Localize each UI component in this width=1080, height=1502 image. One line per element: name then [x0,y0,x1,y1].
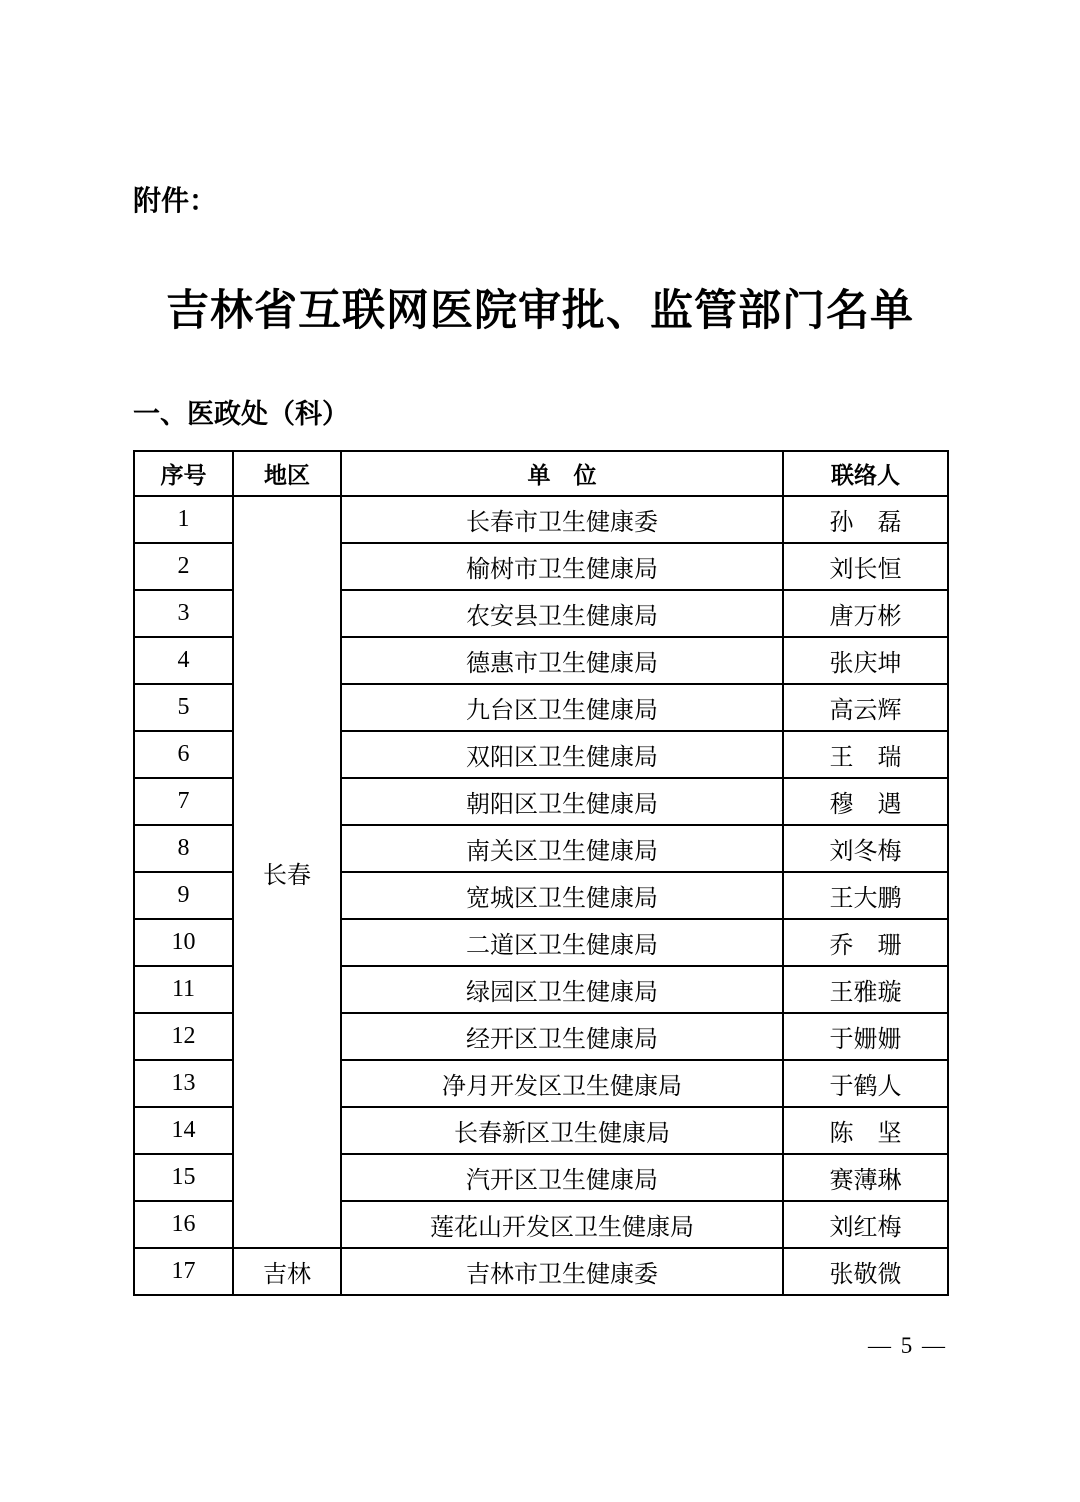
cell-contact: 穆 遇 [783,778,948,825]
cell-no: 2 [134,543,233,590]
cell-contact: 刘冬梅 [783,825,948,872]
departments-table [133,450,949,1296]
cell-no: 10 [134,919,233,966]
cell-no: 8 [134,825,233,872]
cell-no: 4 [134,637,233,684]
table-header-row [134,451,948,496]
cell-unit: 长春新区卫生健康局 [341,1107,783,1154]
cell-unit: 朝阳区卫生健康局 [341,778,783,825]
table-row [134,1248,948,1295]
cell-no: 1 [134,496,233,543]
section-heading: 一、医政处（科） [133,399,349,429]
cell-contact: 刘红梅 [783,1201,948,1248]
cell-contact: 于鹤人 [783,1060,948,1107]
page-number: — 5 — [868,1333,947,1358]
cell-region: 长春 [233,496,341,1248]
attachment-label: 附件： [133,185,218,216]
cell-unit: 二道区卫生健康局 [341,919,783,966]
cell-unit: 吉林市卫生健康委 [341,1248,783,1295]
header-contact: 联络人 [783,451,948,496]
cell-no: 14 [134,1107,233,1154]
cell-no: 16 [134,1201,233,1248]
cell-no: 17 [134,1248,233,1295]
cell-no: 9 [134,872,233,919]
header-unit: 单 位 [341,451,783,496]
cell-unit: 榆树市卫生健康局 [341,543,783,590]
cell-unit: 汽开区卫生健康局 [341,1154,783,1201]
cell-no: 6 [134,731,233,778]
cell-unit: 农安县卫生健康局 [341,590,783,637]
cell-unit: 莲花山开发区卫生健康局 [341,1201,783,1248]
cell-region: 吉林 [233,1248,341,1295]
cell-unit: 长春市卫生健康委 [341,496,783,543]
cell-unit: 德惠市卫生健康局 [341,637,783,684]
cell-no: 3 [134,590,233,637]
cell-contact: 乔 珊 [783,919,948,966]
cell-contact: 孙 磊 [783,496,948,543]
cell-contact: 赛薄琳 [783,1154,948,1201]
cell-contact: 王 瑞 [783,731,948,778]
cell-contact: 张庆坤 [783,637,948,684]
cell-no: 12 [134,1013,233,1060]
cell-unit: 九台区卫生健康局 [341,684,783,731]
cell-contact: 王雅璇 [783,966,948,1013]
cell-contact: 陈 坚 [783,1107,948,1154]
table-body [134,496,948,1295]
cell-contact: 刘长恒 [783,543,948,590]
header-no: 序号 [134,451,233,496]
cell-unit: 宽城区卫生健康局 [341,872,783,919]
cell-unit: 经开区卫生健康局 [341,1013,783,1060]
table-header [134,451,948,496]
cell-no: 15 [134,1154,233,1201]
cell-contact: 高云辉 [783,684,948,731]
cell-contact: 于姗姗 [783,1013,948,1060]
cell-no: 5 [134,684,233,731]
cell-contact: 张敬微 [783,1248,948,1295]
cell-contact: 王大鹏 [783,872,948,919]
cell-no: 7 [134,778,233,825]
cell-no: 11 [134,966,233,1013]
cell-unit: 南关区卫生健康局 [341,825,783,872]
cell-unit: 双阳区卫生健康局 [341,731,783,778]
cell-unit: 净月开发区卫生健康局 [341,1060,783,1107]
cell-no: 13 [134,1060,233,1107]
page-title: 吉林省互联网医院审批、监管部门名单 [166,288,914,335]
table-row [134,496,948,543]
cell-unit: 绿园区卫生健康局 [341,966,783,1013]
header-region: 地区 [233,451,341,496]
cell-contact: 唐万彬 [783,590,948,637]
